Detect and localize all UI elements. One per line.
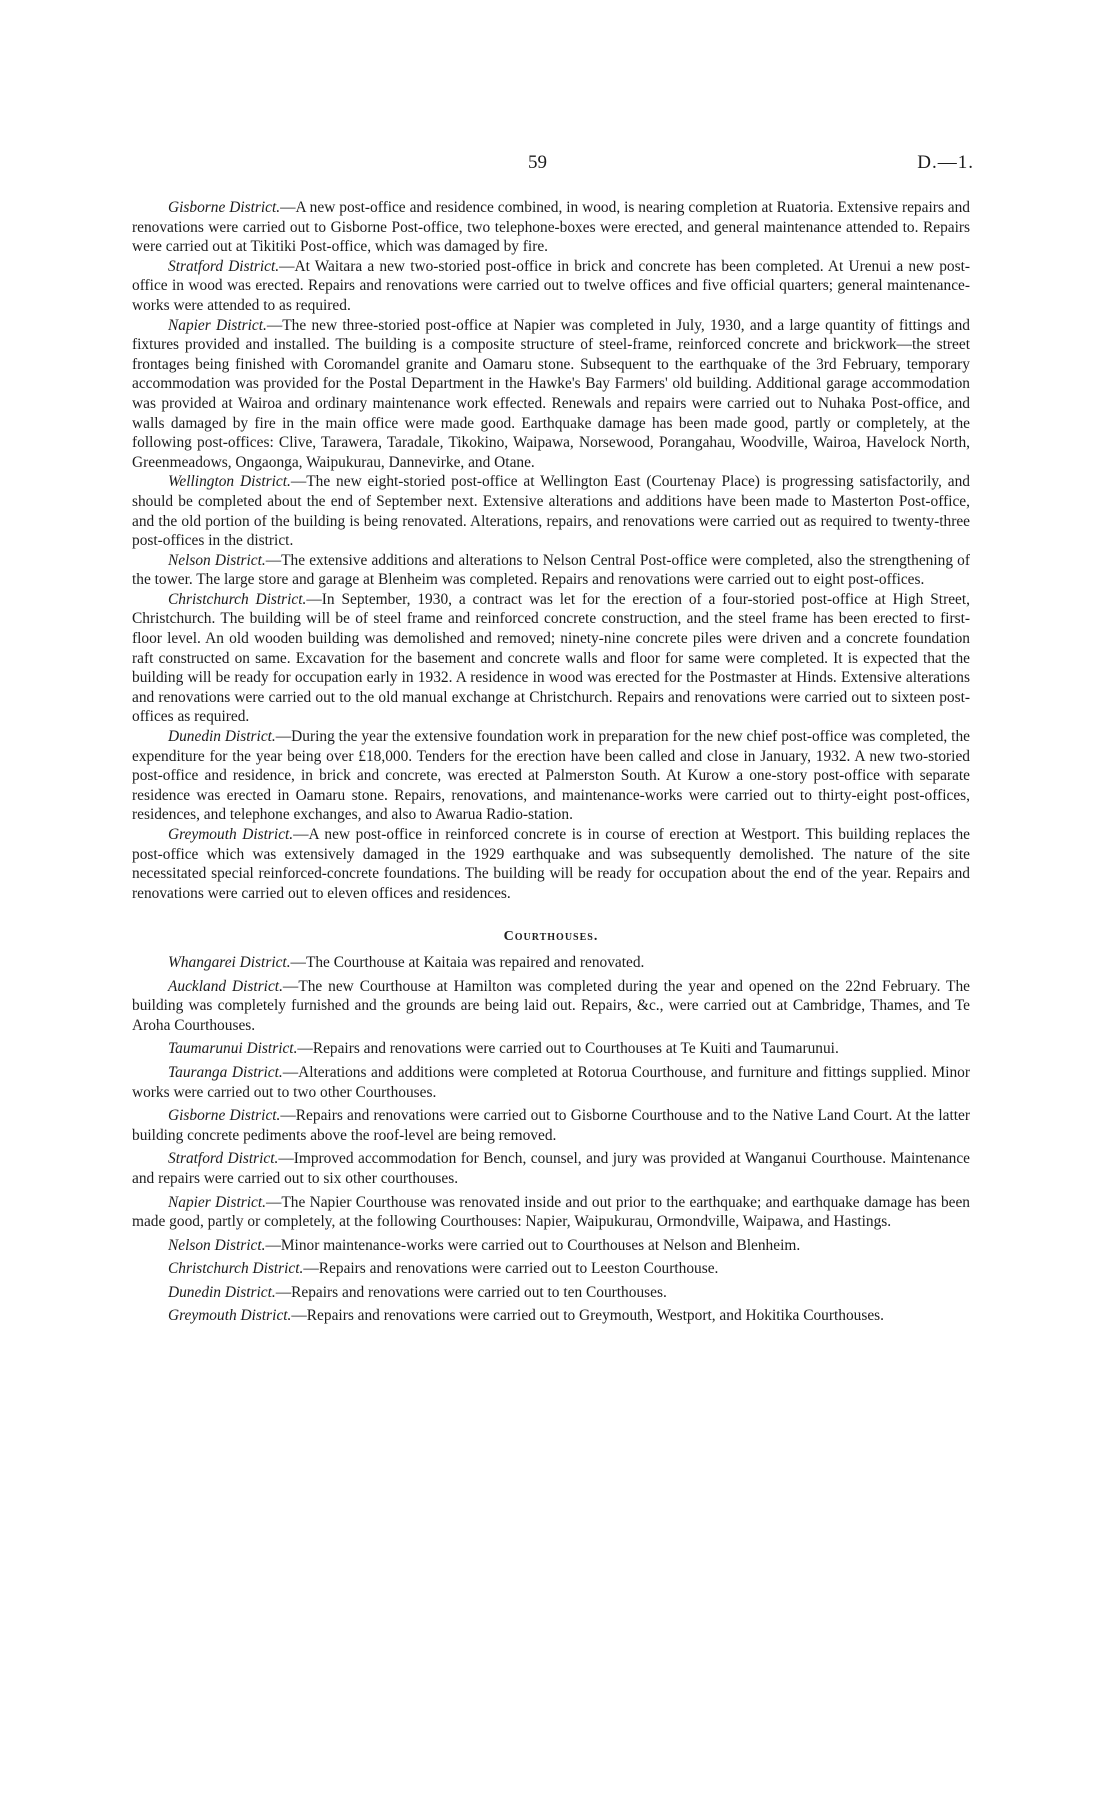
paragraph-dunedin-courthouse <box>132 1283 970 1303</box>
paragraph-text: —Repairs and renovations were carried out to Gisborne Courthouse and to the Native Land Court. At the latter building concrete pediments above the roof-level are being removed. <box>132 1107 970 1144</box>
district-name: Christchurch District. <box>168 590 307 608</box>
paragraph-text: —The new eight-storied post-office at Wellington East (Courtenay Place) is progressing satisfactorily, and should be completed about the end of September next. Extensive alterations and additions have been made to Masterton Post-office, and the old portion of the building is being renovated. Alterations, repairs, and renovations were carried out as required to twenty-three post-offices in the district. <box>132 473 970 550</box>
district-name: Greymouth District. <box>168 826 294 843</box>
paragraph-christchurch <box>132 590 970 727</box>
district-name: Nelson District. <box>168 551 266 569</box>
paragraph-text: —A new post-office in reinforced concrete is in course of erection at Westport. This building replaces the post-office which was extensively damaged in the 1929 earthquake and was subsequently demolished. The nature of the site necessitated special reinforced-concrete foundations. The building will be ready for occupation about the end of the year. Repairs and renovations were carried out to eleven offices and residences. <box>132 826 970 902</box>
courthouses-heading: Courthouses. <box>503 929 599 945</box>
paragraph-text: —Alterations and additions were completed at Rotorua Courthouse, and furniture and fittings supplied. Minor works were carried out to two other Courthouses. <box>132 1063 970 1101</box>
paragraph-text: —At Waitara a new two-storied post-office in brick and concrete has been completed. At Urenui a new post-office in wood was erected. Repairs and renovations were carried out to twelve offices and five official quarters; general maintenance-works were attended to as required. <box>132 257 970 314</box>
district-name: Greymouth District. <box>168 1307 292 1325</box>
paragraph-text: —The Napier Courthouse was renovated inside and out prior to the earthquake; and earthquake damage has been made good, partly or completely, at the following Courthouses: Napier, Waipukurau, Ormondville, Waipawa, and Hastings. <box>132 1193 971 1231</box>
district-name: Stratford District. <box>168 257 280 275</box>
paragraph-text: —Improved accommodation for Bench, counsel, and jury was provided at Wanganui Courthouse. Maintenance and repairs were carried out to six other courthouses. <box>132 1150 970 1187</box>
district-name: Napier District. <box>168 1193 266 1211</box>
paragraph-text: —The extensive additions and alterations to Nelson Central Post-office were completed, also the strengthening of the tower. The large store and garage at Blenheim was completed. Repairs and renovations were carried out to eight post-offices. <box>132 551 970 589</box>
paragraph-auckland <box>132 977 970 1036</box>
paragraph-wellington <box>132 472 970 550</box>
district-name: Taumarunui District. <box>168 1040 298 1058</box>
district-name: Gisborne District. <box>168 199 281 216</box>
paragraph-text: —Repairs and renovations were carried out to Courthouses at Te Kuiti and Taumarunui. <box>297 1040 839 1058</box>
paragraph-napier-courthouse <box>132 1193 970 1232</box>
district-name: Wellington District. <box>168 473 291 491</box>
paragraph-text: —Repairs and renovations were carried out to ten Courthouses. <box>275 1283 667 1301</box>
paragraph-napier <box>132 316 970 473</box>
page-header <box>0 152 1114 176</box>
paragraph-nelson-courthouse <box>132 1236 970 1256</box>
paragraph-text: —Repairs and renovations were carried out to Greymouth, Westport, and Hokitika Courthouses. <box>291 1307 884 1325</box>
district-name: Stratford District. <box>168 1150 279 1168</box>
paragraph-text: —During the year the extensive foundation work in preparation for the new chief post-office was completed, the expenditure for the year being over £18,000. Tenders for the erection have been called and close in January, 1932. A new two-storied post-office and residence, in brick and concrete, was erected at Palmerston South. At Kurow a one-story post-office with separate residence was erected in Oamaru stone. Repairs, renovations, and maintenance-works were carried out to thirty-eight post-offices, residences, and telephone exchanges, and also to Awarua Radio-station. <box>132 728 970 824</box>
district-name: Nelson District. <box>168 1236 266 1254</box>
paragraph-text: —A new post-office and residence combined, in wood, is nearing completion at Ruatoria. Extensive repairs and renovations were carried out to Gisborne Post-office, two telephone-boxes were erected, and general maintenance attended to. Repairs were carried out at Tikitiki Post-office, which was damaged by fire. <box>132 199 970 256</box>
paragraph-tauranga <box>132 1063 970 1102</box>
district-name: Auckland District. <box>168 977 283 995</box>
paragraph-text: —In September, 1930, a contract was let for the erection of a four-storied post-office at High Street, Christchurch. The building will be of steel frame and reinforced concrete construction, and the steel frame has been erected to first-floor level. An old wooden building was demolished and removed; ninety-nine concrete piles were driven and a concrete foundation raft constructed on same. Excavation for the basement and concrete walls and floor for same were completed. It is expected that the building will be ready for occupation early in 1932. A residence in wood was erected for the Postmaster at Hinds. Extensive alterations and renovations were carried out to the old manual exchange at Christchurch. Repairs and renovations were carried out to sixteen post-offices as required. <box>132 590 970 726</box>
page-body <box>132 198 970 1330</box>
paragraph-nelson <box>132 551 970 590</box>
post-offices-section <box>132 198 970 903</box>
paragraph-stratford-courthouse <box>132 1149 970 1188</box>
district-name: Christchurch District. <box>168 1260 304 1278</box>
district-name: Napier District. <box>168 316 267 334</box>
paragraph-text: —Repairs and renovations were carried out to Leeston Courthouse. <box>303 1260 719 1278</box>
courthouses-section <box>132 953 970 1326</box>
paragraph-text: —The new three-storied post-office at Napier was completed in July, 1930, and a large quantity of fittings and fixtures provided and installed. The building is a composite structure of steel-frame, reinforced concrete and brickwork—the street frontages being finished with Coromandel granite and Oamaru stone. Subsequent to the earthquake of the 3rd February, temporary accommodation was provided for the Postal Department in the Hawke's Bay Farmers' old building. Additional garage accommodation was provided at Wairoa and ordinary maintenance work effected. Renewals and repairs were carried out to Nuhaka Post-office, and walls damaged by fire in the main office were made good. Earthquake damage has been made good, partly or completely, at the following post-offices: Clive, Tarawera, Taradale, Tikokino, Waipawa, Norsewood, Porangahau, Woodville, Wairoa, Havelock North, Greenmeadows, Ongaonga, Waipukurau, Dannevirke, and Otane. <box>132 316 970 471</box>
district-name: Tauranga District. <box>168 1063 283 1081</box>
paragraph-greymouth <box>132 825 970 903</box>
document-reference: D.—1. <box>917 152 974 173</box>
paragraph-dunedin <box>132 727 970 825</box>
paragraph-text: —The Courthouse at Kaitaia was repaired and renovated. <box>290 953 645 971</box>
paragraph-gisborne <box>132 198 970 257</box>
district-name: Whangarei District. <box>168 953 291 971</box>
paragraph-whangarei <box>132 953 970 973</box>
paragraph-christchurch-courthouse <box>132 1259 970 1279</box>
paragraph-stratford <box>132 257 970 316</box>
district-name: Gisborne District. <box>168 1107 281 1125</box>
paragraph-taumarunui <box>132 1039 970 1059</box>
paragraph-text: —The new Courthouse at Hamilton was completed during the year and opened on the 22nd February. The building was completely furnished and the grounds are being laid out. Repairs, &c., were carried out at Cambridge, Thames, and Te Aroha Courthouses. <box>132 977 970 1034</box>
district-name: Dunedin District. <box>168 1283 276 1301</box>
paragraph-greymouth-courthouse <box>132 1306 970 1326</box>
paragraph-text: —Minor maintenance-works were carried out to Courthouses at Nelson and Blenheim. <box>265 1236 801 1254</box>
district-name: Dunedin District. <box>168 728 276 746</box>
paragraph-gisborne-courthouse <box>132 1106 970 1145</box>
page-number: 59 <box>528 152 547 173</box>
